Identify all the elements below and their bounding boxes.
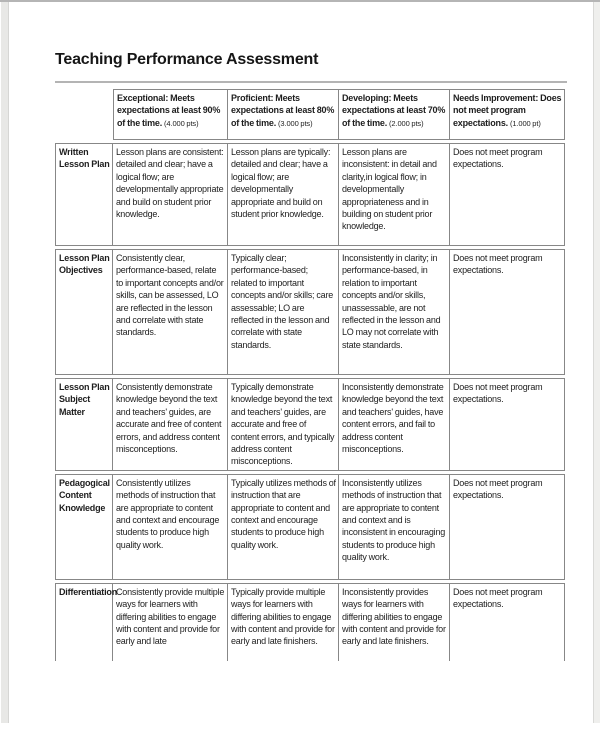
rubric-row-lesson-plan-subject-matter xyxy=(55,378,567,471)
rubric-cell-exceptional: Consistently clear, performance-based, relate to important concepts and/or skills, can be assessed, LO are reflected in the lesson and correlate with state standards. xyxy=(113,249,228,375)
header-points: (1.000 pt) xyxy=(509,118,541,128)
header-points: (3.000 pts) xyxy=(278,118,313,128)
rubric-cell-needs-improvement: Does not meet program expectations. xyxy=(450,474,565,580)
criterion-label: Differentiation xyxy=(55,583,113,661)
criterion-label: Lesson Plan Subject Matter xyxy=(55,378,113,471)
rubric-cell-developing: Inconsistently demonstrate knowledge beyond the text and teachers' guides, have content errors, and fail to address content misconceptions. xyxy=(339,378,450,471)
rubric-cell-developing: Inconsistently provides ways for learners with differing abilities to engage with content and provide for early and late finishers. xyxy=(339,583,450,661)
header-points: (4.000 pts) xyxy=(164,118,199,128)
rubric-cell-proficient: Typically utilizes methods of instruction that are appropriate to content and context and encourage students to produce high quality work. xyxy=(228,474,339,580)
rubric-cell-developing: Inconsistently in clarity; in performance-based, in relation to important concepts and/or skills, unassessable, are not reflected in the lesson and LO may not correlate with state standards. xyxy=(339,249,450,375)
criterion-label: Pedagogical Content Knowledge xyxy=(55,474,113,580)
rubric-cell-proficient: Typically clear; performance-based; related to important concepts and/or skills; care assessable; LO are reflected in the lesson and correlate with state standards. xyxy=(228,249,339,375)
header-label: Exceptional: Meets expectations at least 90% of the time. xyxy=(117,93,221,128)
rubric-cell-needs-improvement: Does not meet program expectations. xyxy=(450,378,565,471)
rubric-cell-needs-improvement: Does not meet program expectations. xyxy=(450,143,565,246)
title-underline xyxy=(55,81,567,83)
page-title: Teaching Performance Assessment xyxy=(55,51,319,68)
rubric-table xyxy=(55,89,567,661)
criterion-label: Written Lesson Plan xyxy=(55,143,113,246)
header-cell-developing xyxy=(339,89,450,140)
header-cell-exceptional xyxy=(113,89,228,140)
rubric-cell-developing: Inconsistently utilizes methods of instruction that are appropriate to content and context and is inconsistent in encouraging students to produce high quality work. xyxy=(339,474,450,580)
rubric-row-lesson-plan-objectives xyxy=(55,249,567,375)
page-edge-left xyxy=(1,2,9,723)
rubric-cell-proficient: Typically demonstrate knowledge beyond the text and teachers' guides, are accurate and free of content errors, and typically address content misconceptions. xyxy=(228,378,339,471)
header-cell-needs-improvement xyxy=(450,89,565,140)
rubric-row-written-lesson-plan xyxy=(55,143,567,246)
rubric-cell-needs-improvement: Does not meet program expectations. xyxy=(450,583,565,661)
rubric-row-differentiation xyxy=(55,583,567,661)
rubric-cell-developing: Lesson plans are inconsistent: in detail and clarity,in logical flow; in developmentally appropriateness and in building on student prior knowledge. xyxy=(339,143,450,246)
rubric-row-pedagogical-content-knowledge xyxy=(55,474,567,580)
header-label: Proficient: Meets expectations at least 80% of the time. xyxy=(231,93,335,128)
rubric-cell-proficient: Lesson plans are typically: detailed and clear; have a logical flow; are developmentally appropriate and build on student prior knowledge. xyxy=(228,143,339,246)
header-points: (2.000 pts) xyxy=(389,118,424,128)
rubric-cell-proficient: Typically provide multiple ways for learners with differing abilities to engage with content and provide for early and late finishers. xyxy=(228,583,339,661)
rubric-cell-exceptional: Consistently provide multiple ways for learners with differing abilities to engage with content and provide for early and late xyxy=(113,583,228,661)
rubric-header-row xyxy=(55,89,567,140)
page-edge-top xyxy=(0,0,600,2)
rubric-cell-exceptional: Consistently utilizes methods of instruction that are appropriate to content and context and encourage students to produce high quality work. xyxy=(113,474,228,580)
header-empty-cell xyxy=(55,89,113,140)
header-cell-proficient xyxy=(228,89,339,140)
rubric-cell-exceptional: Consistently demonstrate knowledge beyond the text and teachers' guides, are accurate and free of content errors, and address content misconceptions. xyxy=(113,378,228,471)
header-label: Needs Improvement: Does not meet program expectations. xyxy=(453,93,562,128)
header-label: Developing: Meets expectations at least 70% of the time. xyxy=(342,93,446,128)
rubric-cell-exceptional: Lesson plans are consistent: detailed and clear; have a logical flow; are developmentally appropriate and build on student prior knowledge. xyxy=(113,143,228,246)
rubric-cell-needs-improvement: Does not meet program expectations. xyxy=(450,249,565,375)
page-edge-right xyxy=(593,2,600,723)
criterion-label: Lesson Plan Objectives xyxy=(55,249,113,375)
